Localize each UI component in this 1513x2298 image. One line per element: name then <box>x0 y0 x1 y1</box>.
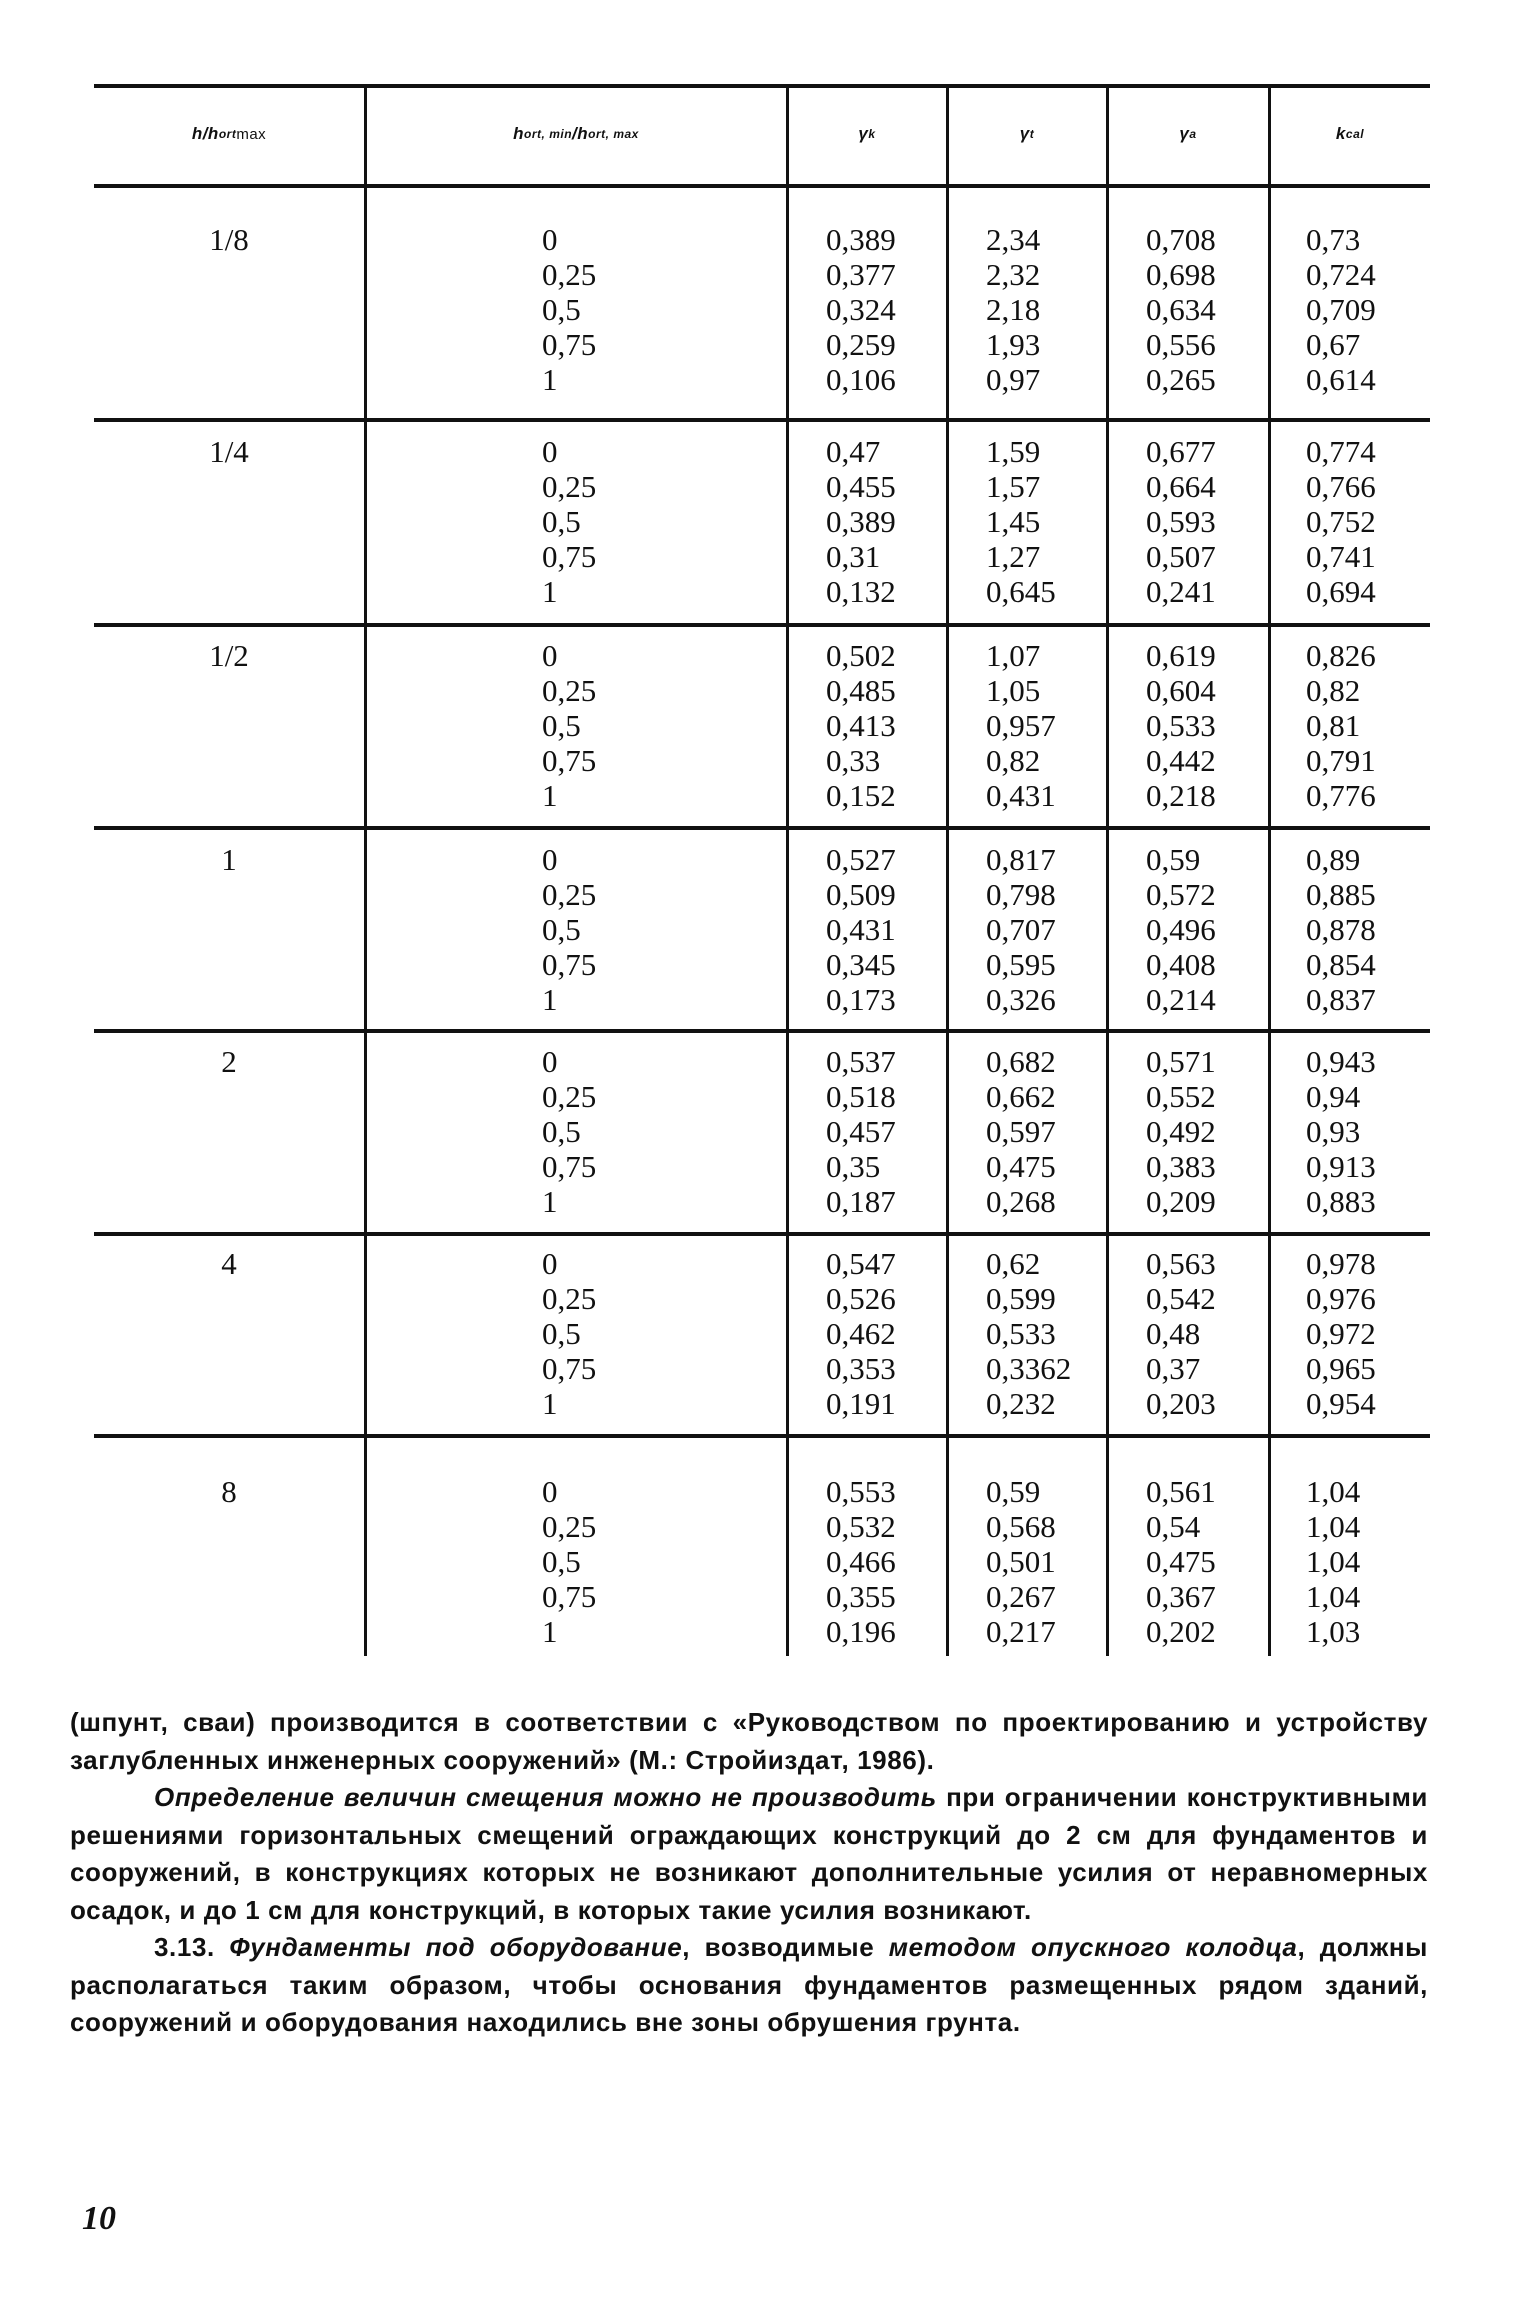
table-cell: 0 <box>542 638 558 673</box>
table-cell: 1,45 <box>986 504 1041 539</box>
k-cal-column <box>1306 1044 1376 1219</box>
table-cell: 0,518 <box>826 1079 896 1114</box>
table-cell: 1 <box>542 574 558 609</box>
page-number: 10 <box>82 2200 116 2237</box>
h-ratio-value: 8 <box>221 1474 237 1509</box>
gamma-t-column <box>986 434 1056 609</box>
table-cell: 0,25 <box>542 877 597 912</box>
table-cell: 0,75 <box>542 947 597 982</box>
table-cell: 0,502 <box>826 638 896 673</box>
table-cell: 1,05 <box>986 673 1041 708</box>
table-cell: 0,954 <box>1306 1386 1376 1421</box>
k-cal-column <box>1306 638 1376 813</box>
table-cell: 0,62 <box>986 1246 1041 1281</box>
table-cell: 0,5 <box>542 1544 581 1579</box>
body-text <box>70 1704 1428 2042</box>
table-cell: 0,59 <box>986 1474 1041 1509</box>
table-cell: 0,604 <box>1146 673 1216 708</box>
table-cell: 0,724 <box>1306 257 1376 292</box>
column-rule <box>786 84 789 1656</box>
paragraph-3-mid: , возводимые <box>682 1932 889 1962</box>
table-cell: 1,04 <box>1306 1579 1361 1614</box>
table-cell: 0,383 <box>1146 1149 1216 1184</box>
table-cell: 0,54 <box>1146 1509 1201 1544</box>
paragraph-3-italic: Фундаменты под оборудование <box>229 1932 683 1962</box>
gamma-a-column <box>1146 1044 1216 1219</box>
gamma-a-column <box>1146 1246 1216 1421</box>
table-cell: 0,485 <box>826 673 896 708</box>
gamma-a-column <box>1146 638 1216 813</box>
table-cell: 0,542 <box>1146 1281 1216 1316</box>
table-cell: 0,5 <box>542 708 581 743</box>
table-cell: 0,457 <box>826 1114 896 1149</box>
table-cell: 0,965 <box>1306 1351 1376 1386</box>
header-gamma-k: γ k <box>858 124 876 143</box>
table-cell: 0,232 <box>986 1386 1056 1421</box>
table-cell: 0,496 <box>1146 912 1216 947</box>
hort-ratio-column <box>542 1044 596 1219</box>
table-cell: 0,526 <box>826 1281 896 1316</box>
table-cell: 0,3362 <box>986 1351 1072 1386</box>
table-cell: 0,475 <box>1146 1544 1216 1579</box>
hort-ratio-column <box>542 1474 596 1649</box>
table-cell: 0,214 <box>1146 982 1216 1017</box>
table-cell: 0,561 <box>1146 1474 1216 1509</box>
gamma-t-column <box>986 1246 1071 1421</box>
gamma-t-column <box>986 842 1056 1017</box>
column-rule <box>946 84 949 1656</box>
table-cell: 0,48 <box>1146 1316 1201 1351</box>
table-cell: 0,883 <box>1306 1184 1376 1219</box>
table-cell: 0,533 <box>986 1316 1056 1351</box>
table-cell: 0,25 <box>542 1079 597 1114</box>
table-cell: 0,73 <box>1306 222 1361 257</box>
table-cell: 0,634 <box>1146 292 1216 327</box>
h-ratio-value: 1/2 <box>209 638 249 673</box>
gamma-t-column <box>986 222 1040 397</box>
table-cell: 0,527 <box>826 842 896 877</box>
gamma-k-column <box>826 1044 896 1219</box>
table-cell: 0,67 <box>1306 327 1361 362</box>
table-cell: 0,75 <box>542 1149 597 1184</box>
table-cell: 0,25 <box>542 469 597 504</box>
paragraph-2-italic: Определение величин смещения можно не производить <box>154 1782 937 1812</box>
table-cell: 1 <box>542 362 558 397</box>
group-divider <box>94 418 1430 422</box>
table-cell: 0,972 <box>1306 1316 1376 1351</box>
table-cell: 0,389 <box>826 504 896 539</box>
table-cell: 0,509 <box>826 877 896 912</box>
table-cell: 0,355 <box>826 1579 896 1614</box>
table-cell: 0,431 <box>986 778 1056 813</box>
column-rule <box>1106 84 1109 1656</box>
table-header-rule <box>94 184 1430 188</box>
table-cell: 0 <box>542 1044 558 1079</box>
column-rule <box>364 84 367 1656</box>
table-cell: 0 <box>542 842 558 877</box>
table-cell: 1,04 <box>1306 1474 1361 1509</box>
table-cell: 0 <box>542 1474 558 1509</box>
table-cell: 0,47 <box>826 434 881 469</box>
table-cell: 0,259 <box>826 327 896 362</box>
table-cell: 0,152 <box>826 778 896 813</box>
table-cell: 0,241 <box>1146 574 1216 609</box>
table-cell: 0,106 <box>826 362 896 397</box>
gamma-a-column <box>1146 842 1216 1017</box>
table-cell: 0,25 <box>542 673 597 708</box>
table-cell: 0,619 <box>1146 638 1216 673</box>
table-cell: 0,209 <box>1146 1184 1216 1219</box>
table-cell: 0 <box>542 434 558 469</box>
table-cell: 0,203 <box>1146 1386 1216 1421</box>
column-rule <box>1268 84 1271 1656</box>
table-cell: 0,664 <box>1146 469 1216 504</box>
table-cell: 0,25 <box>542 1509 597 1544</box>
table-cell: 0,265 <box>1146 362 1216 397</box>
h-ratio-value: 4 <box>221 1246 237 1281</box>
table-cell: 0,466 <box>826 1544 896 1579</box>
table-cell: 0,885 <box>1306 877 1376 912</box>
gamma-t-column <box>986 1044 1056 1219</box>
table-cell: 0,957 <box>986 708 1056 743</box>
paragraph-1: (шпунт, сваи) производится в соответствии с «Руководством по проектированию и устройству заглубленных инженерных сооружений» (М.: Стройиздат, 1986). <box>70 1707 1428 1775</box>
h-ratio-value: 1/8 <box>209 222 249 257</box>
h-ratio-value: 2 <box>221 1044 237 1079</box>
table-cell: 0,431 <box>826 912 896 947</box>
table-cell: 0,599 <box>986 1281 1056 1316</box>
table-cell: 0,75 <box>542 743 597 778</box>
table-cell: 0,187 <box>826 1184 896 1219</box>
table-cell: 0,442 <box>1146 743 1216 778</box>
paragraph-3-italic-2: методом опускного колодца <box>888 1932 1298 1962</box>
table-cell: 0,571 <box>1146 1044 1216 1079</box>
gamma-a-column <box>1146 1474 1216 1649</box>
table-cell: 0,552 <box>1146 1079 1216 1114</box>
table-cell: 0,837 <box>1306 982 1376 1017</box>
table-cell: 1 <box>542 1386 558 1421</box>
header-k-cal: k cal <box>1335 124 1365 143</box>
hort-ratio-column <box>542 1246 596 1421</box>
header-gamma-t: γ t <box>1019 124 1035 143</box>
table-cell: 1,04 <box>1306 1509 1361 1544</box>
table-cell: 0,5 <box>542 1316 581 1351</box>
table-cell: 0,854 <box>1306 947 1376 982</box>
table-cell: 0,709 <box>1306 292 1376 327</box>
table-cell: 0,507 <box>1146 539 1216 574</box>
table-cell: 0,82 <box>986 743 1041 778</box>
table-cell: 0,5 <box>542 504 581 539</box>
paragraph-2 <box>70 1779 1428 1929</box>
hort-ratio-column <box>542 842 596 1017</box>
group-divider <box>94 623 1430 627</box>
table-cell: 0,455 <box>826 469 896 504</box>
table-cell: 0,532 <box>826 1509 896 1544</box>
header-h-ratio: h/h ort max <box>191 124 267 143</box>
gamma-k-column <box>826 1246 896 1421</box>
k-cal-column <box>1306 1246 1376 1421</box>
table-cell: 0,217 <box>986 1614 1056 1649</box>
table-cell: 0,408 <box>1146 947 1216 982</box>
gamma-k-column <box>826 638 896 813</box>
table-cell: 0,913 <box>1306 1149 1376 1184</box>
table-cell: 1,27 <box>986 539 1041 574</box>
h-ratio-value: 1/4 <box>209 434 249 469</box>
table-cell: 0,173 <box>826 982 896 1017</box>
table-cell: 0,547 <box>826 1246 896 1281</box>
k-cal-column <box>1306 1474 1360 1649</box>
table-cell: 0,556 <box>1146 327 1216 362</box>
table-cell: 0,345 <box>826 947 896 982</box>
hort-ratio-column <box>542 638 596 813</box>
table-cell: 0,132 <box>826 574 896 609</box>
table-cell: 0,563 <box>1146 1246 1216 1281</box>
table-cell: 0,81 <box>1306 708 1361 743</box>
table-cell: 1,57 <box>986 469 1041 504</box>
table-cell: 0,37 <box>1146 1351 1201 1386</box>
table-cell: 0,202 <box>1146 1614 1216 1649</box>
table-cell: 0,595 <box>986 947 1056 982</box>
coefficients-table <box>94 84 1430 1656</box>
group-divider <box>94 1434 1430 1438</box>
table-cell: 0,943 <box>1306 1044 1376 1079</box>
group-divider <box>94 1232 1430 1236</box>
table-cell: 0,492 <box>1146 1114 1216 1149</box>
table-cell: 0,389 <box>826 222 896 257</box>
table-cell: 0,353 <box>826 1351 896 1386</box>
table-cell: 0,662 <box>986 1079 1056 1114</box>
table-cell: 0,326 <box>986 982 1056 1017</box>
table-cell: 0,82 <box>1306 673 1361 708</box>
table-cell: 0,593 <box>1146 504 1216 539</box>
table-cell: 0,826 <box>1306 638 1376 673</box>
table-cell: 0,75 <box>542 1579 597 1614</box>
table-cell: 0,475 <box>986 1149 1056 1184</box>
paragraph-2-text: при ограничении конструктивными решениями горизонтальных смещений ограждающих конструкций до 2 см для фундаментов и сооружений, в конструкциях которых не возникают дополнительные усилия от неравномерных осадок, и до 1 см для конструкций, в которых такие усилия возникают. <box>70 1782 1428 1925</box>
table-cell: 0,976 <box>1306 1281 1376 1316</box>
table-cell: 1,93 <box>986 327 1041 362</box>
gamma-t-column <box>986 1474 1056 1649</box>
table-cell: 0,89 <box>1306 842 1361 877</box>
table-cell: 0,978 <box>1306 1246 1376 1281</box>
gamma-k-column <box>826 434 896 609</box>
k-cal-column <box>1306 434 1376 609</box>
table-cell: 0 <box>542 222 558 257</box>
table-cell: 1 <box>542 1614 558 1649</box>
table-cell: 0,752 <box>1306 504 1376 539</box>
k-cal-column <box>1306 842 1376 1017</box>
table-cell: 0,533 <box>1146 708 1216 743</box>
table-cell: 0,572 <box>1146 877 1216 912</box>
table-cell: 1 <box>542 982 558 1017</box>
table-cell: 0,59 <box>1146 842 1201 877</box>
table-cell: 0,5 <box>542 292 581 327</box>
table-cell: 0,597 <box>986 1114 1056 1149</box>
table-cell: 2,32 <box>986 257 1041 292</box>
table-cell: 0,791 <box>1306 743 1376 778</box>
table-cell: 0,75 <box>542 1351 597 1386</box>
table-cell: 0,25 <box>542 1281 597 1316</box>
table-cell: 0,677 <box>1146 434 1216 469</box>
table-cell: 0,5 <box>542 1114 581 1149</box>
table-cell: 0,568 <box>986 1509 1056 1544</box>
table-cell: 0,218 <box>1146 778 1216 813</box>
gamma-a-column <box>1146 222 1216 397</box>
table-cell: 0,75 <box>542 539 597 574</box>
table-cell: 0,817 <box>986 842 1056 877</box>
table-cell: 0,537 <box>826 1044 896 1079</box>
table-cell: 0,367 <box>1146 1579 1216 1614</box>
table-cell: 0,324 <box>826 292 896 327</box>
table-cell: 0,645 <box>986 574 1056 609</box>
table-cell: 0,698 <box>1146 257 1216 292</box>
table-cell: 1,59 <box>986 434 1041 469</box>
table-cell: 2,34 <box>986 222 1041 257</box>
table-cell: 0,878 <box>1306 912 1376 947</box>
table-cell: 0,94 <box>1306 1079 1361 1114</box>
table-cell: 0,93 <box>1306 1114 1361 1149</box>
table-cell: 0,5 <box>542 912 581 947</box>
table-cell: 1,07 <box>986 638 1041 673</box>
table-cell: 0,707 <box>986 912 1056 947</box>
table-cell: 0,377 <box>826 257 896 292</box>
paragraph-3-text: , должны располагаться таким образом, чтобы основания фундаментов размещенных рядом зданий, сооружений и оборудования находились вне зоны обрушения грунта. <box>70 1932 1428 2037</box>
table-cell: 0,553 <box>826 1474 896 1509</box>
table-cell: 0,75 <box>542 327 597 362</box>
table-cell: 0,191 <box>826 1386 896 1421</box>
gamma-a-column <box>1146 434 1216 609</box>
table-cell: 0,694 <box>1306 574 1376 609</box>
h-ratio-value: 1 <box>221 842 237 877</box>
hort-ratio-column <box>542 222 596 397</box>
table-cell: 1 <box>542 1184 558 1219</box>
table-cell: 0,501 <box>986 1544 1056 1579</box>
table-cell: 0,682 <box>986 1044 1056 1079</box>
group-divider <box>94 1029 1430 1033</box>
table-cell: 0 <box>542 1246 558 1281</box>
gamma-t-column <box>986 638 1056 813</box>
table-cell: 2,18 <box>986 292 1041 327</box>
table-cell: 0,196 <box>826 1614 896 1649</box>
table-cell: 1,04 <box>1306 1544 1361 1579</box>
table-cell: 0,268 <box>986 1184 1056 1219</box>
table-cell: 0,413 <box>826 708 896 743</box>
table-cell: 0,267 <box>986 1579 1056 1614</box>
table-cell: 0,35 <box>826 1149 881 1184</box>
table-cell: 0,462 <box>826 1316 896 1351</box>
table-cell: 0,774 <box>1306 434 1376 469</box>
table-cell: 0,97 <box>986 362 1041 397</box>
table-cell: 0,776 <box>1306 778 1376 813</box>
k-cal-column <box>1306 222 1376 397</box>
header-hort-ratio: h ort, min / h ort, max <box>513 124 639 143</box>
table-cell: 0,25 <box>542 257 597 292</box>
table-cell: 0,33 <box>826 743 881 778</box>
table-cell: 0,741 <box>1306 539 1376 574</box>
table-cell: 1,03 <box>1306 1614 1361 1649</box>
gamma-k-column <box>826 222 896 397</box>
gamma-k-column <box>826 842 896 1017</box>
header-gamma-a: γ a <box>1179 124 1197 143</box>
table-cell: 1 <box>542 778 558 813</box>
table-cell: 0,766 <box>1306 469 1376 504</box>
table-cell: 0,614 <box>1306 362 1376 397</box>
paragraph-3 <box>70 1929 1428 2042</box>
hort-ratio-column <box>542 434 596 609</box>
table-cell: 0,31 <box>826 539 881 574</box>
table-cell: 0,798 <box>986 877 1056 912</box>
table-cell: 0,708 <box>1146 222 1216 257</box>
paragraph-3-number: 3.13. <box>154 1932 230 1962</box>
group-divider <box>94 826 1430 830</box>
gamma-k-column <box>826 1474 896 1649</box>
